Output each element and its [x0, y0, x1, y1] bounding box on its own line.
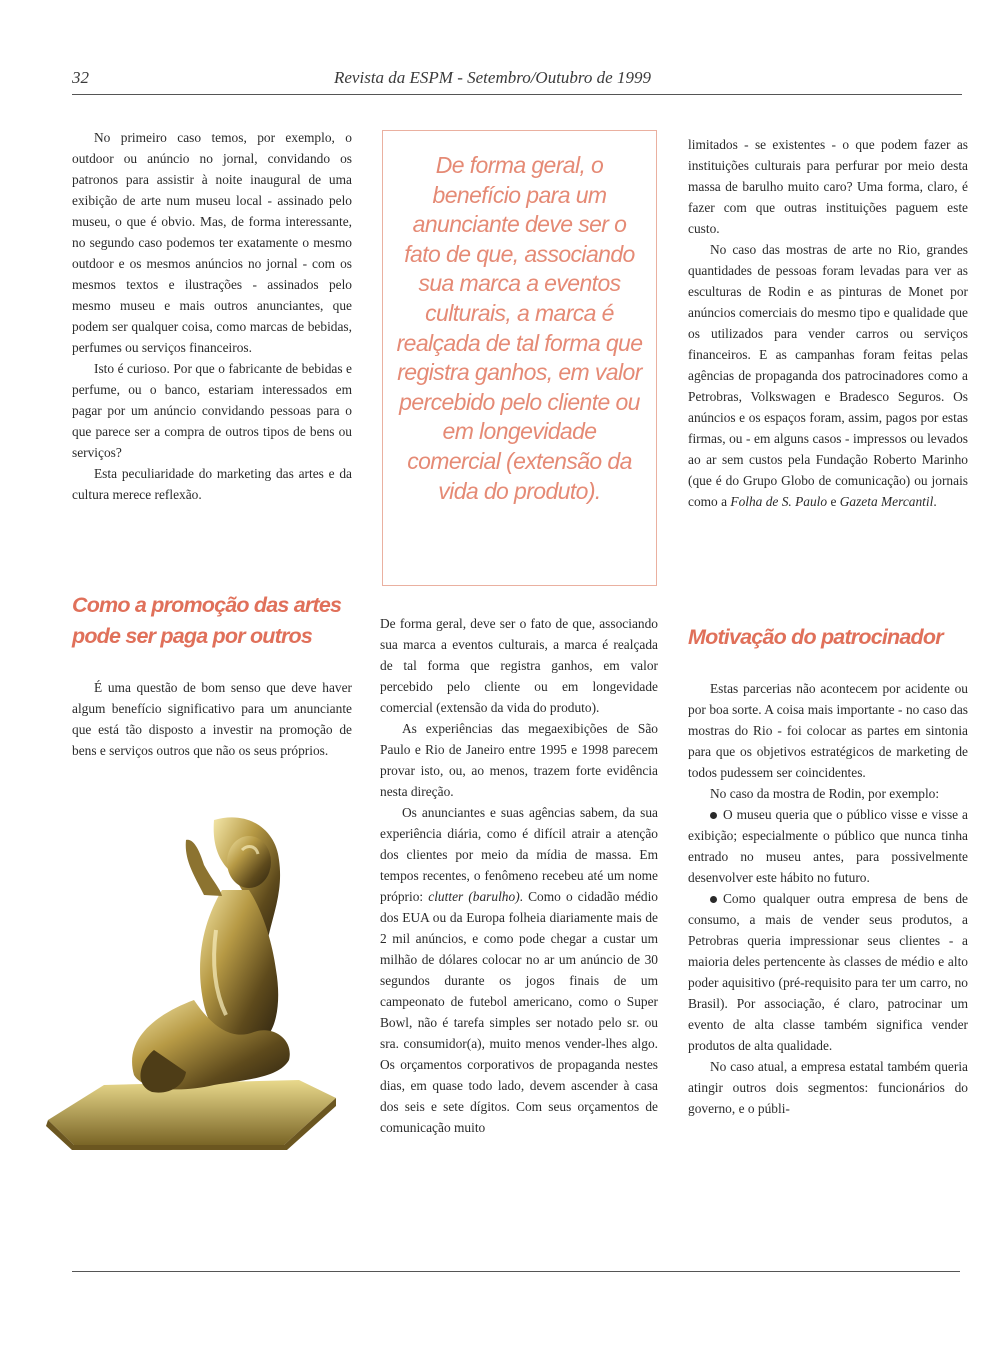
bullet-text: Como qualquer outra empresa de bens de consumo, a mais de vender seus produtos, a Petrobras queria impressionar seus clientes - a maioria deles pertencente às classes de médio e alto poder aquisitivo (pré-requisito para ter um carro, no Brasil). Por associação, é claro, patrocinar um evento de alta classe também significa vender produtos de alta qualidade.: [688, 891, 968, 1053]
text-run: e: [827, 494, 840, 509]
paragraph: É uma questão de bom senso que deve haver algum benefício significativo para um anunciante que está tão disposto a investir na promoção de bens e serviços outros que não os seus próprios.: [72, 680, 352, 758]
section-heading: Como a promoção das artes pode ser paga por outros: [72, 593, 342, 648]
header-rule: [72, 94, 962, 95]
column-1-top: [72, 127, 352, 505]
pull-quote-text: De forma geral, o benefício para um anunciante deve ser o fato de que, associando sua marca a eventos culturais, a marca é realçada de tal forma que registra ganhos, em valor percebido pelo cliente ou em longevidade comercial (extensão da vida do produto).: [396, 152, 643, 504]
footer-rule: [72, 1271, 960, 1272]
paragraph: Isto é curioso. Por que o fabricante de bebidas e perfume, ou o banco, estariam interessados em pagar por um anúncio convidando pessoas para o que parece ser a compra de outros tipos de bens ou serviços?: [72, 361, 352, 460]
paragraph: Estas parcerias não acontecem por acidente ou por boa sorte. A coisa mais importante - no caso das mostras do Rio - foi colocar as partes em sintonia para que os objetivos estratégicos de marketing de todos pudessem ser coincidentes.: [688, 681, 968, 780]
page-number: 32: [72, 68, 89, 87]
bullet-icon: [710, 812, 717, 819]
paragraph: Esta peculiaridade do marketing das artes e da cultura merece reflexão.: [72, 466, 352, 502]
column-1-bottom: [72, 677, 352, 761]
page-header: [72, 68, 962, 96]
paragraph: No caso atual, a empresa estatal também queria atingir outros dois segmentos: funcionários do governo, e o públi-: [688, 1059, 968, 1116]
publication-name: Folha de S. Paulo: [730, 494, 828, 509]
bullet-item: [688, 804, 968, 888]
paragraph: No caso da mostra de Rodin, por exemplo:: [710, 786, 940, 801]
section-heading: Motivação do patrocinador: [688, 625, 943, 649]
text-run: Os anunciantes e suas agências sabem, da sua experiência diária, como é difícil atrair a atenção dos clientes por meio da mídia de massa. Em tempos recentes, o fenômeno recebeu até um nome próprio:: [380, 805, 658, 904]
text-run: . Como o cidadão médio dos EUA ou da Europa folheia diariamente mais de 2 mil anúncios, e como pode chegar a custar um milhão de dólares colocar no ar um anúncio de 30 segundos durante os jogos finais de um campeonato de futebol americano, como o Super Bowl, não é tarefa simples ser notado pelo sr. ou sra. consumidor(a), muito menos vender-lhes algo. Os orçamentos corporativos de propaganda nestes dias, em quase todo lado, devem ascender à casa dos seis e sete dígitos. Com seus orçamentos de comunicação muito: [380, 889, 659, 1135]
text-run: .: [933, 494, 937, 509]
paragraph: [688, 239, 968, 512]
column-2: [380, 613, 658, 1138]
text-run: No caso das mostras de arte no Rio, grandes quantidades de pessoas foram levadas para ver as esculturas de Rodin e as pinturas de Monet por anúncios comerciais do mesmo tipo e qualidade que os utilizados para vender carros ou serviços financeiros. E as campanhas foram feitas pelas agências de propaganda dos patrocinadores como a Petrobras, Volkswagen e Bradesco Seguros. Os anúncios e os espaços foram, assim, pagos por estas firmas, ou - em alguns casos - impressos ou levados ao ar sem custos pela Fundação Roberto Marinho (que é do Grupo Globo de comunicação) ou jornais como a: [688, 242, 968, 509]
sculpture-image: [44, 800, 344, 1150]
emphasis-text: clutter (barulho): [428, 889, 520, 904]
paragraph: No primeiro caso temos, por exemplo, o outdoor ou anúncio no jornal, convidando os patronos para assistir à noite inaugural de uma exibição de arte num museu local - assinado pelo museu, o que é obvio. Mas, de forma interessante, no segundo caso podemos ter exatamente o mesmo outdoor e os mesmos anúncios no jornal - com os mesmos textos e ilustrações - assinados pelo mesmo museu e mais outros anunciantes, que podem ser qualquer coisa, como marcas de bebidas, perfumes ou serviços financeiros.: [72, 130, 352, 355]
column-3-bottom: [688, 678, 968, 1119]
running-head: Revista da ESPM - Setembro/Outubro de 1999: [334, 68, 651, 87]
publication-name: Gazeta Mercantil: [839, 494, 934, 509]
paragraph: limitados - se existentes - o que podem fazer as instituições culturais para perfurar por meio desta massa de barulho muito caro? Uma forma, claro, é fazer com que outras instituições paguem este custo.: [688, 137, 968, 236]
pull-quote-box: [382, 130, 657, 586]
bullet-icon: [710, 896, 717, 903]
column-3-top: [688, 134, 968, 512]
bullet-item: [688, 888, 968, 1056]
paragraph: De forma geral, deve ser o fato de que, associando sua marca a eventos culturais, a marca é realçada de tal forma que registra ganhos, em valor percebido pelo cliente ou em longevidade comercial (extensão da vida do produto).: [380, 616, 658, 715]
bullet-text: O museu queria que o público visse e visse a exibição; especialmente o público que nunca tinha entrado no museu antes, para possivelmente desenvolver este hábito no futuro.: [688, 807, 968, 885]
paragraph: As experiências das megaexibições de São Paulo e Rio de Janeiro entre 1995 e 1998 parecem provar isto, ou, ao menos, trazem forte evidência nesta direção.: [380, 721, 658, 799]
paragraph: [380, 802, 658, 1138]
